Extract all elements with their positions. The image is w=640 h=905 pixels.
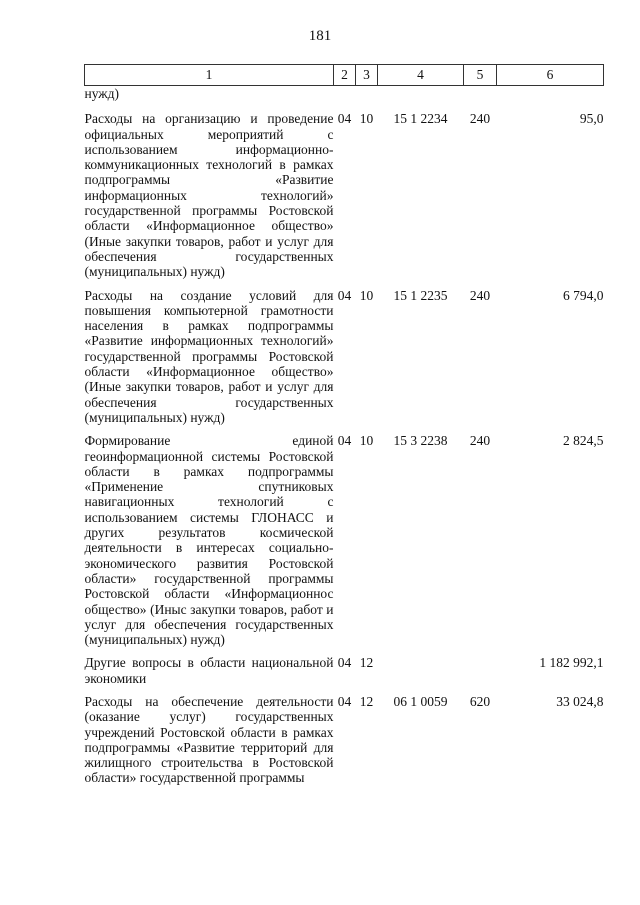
row-description: Другие вопросы в области национальной экономики [84, 655, 334, 686]
table-row [85, 433, 604, 655]
row-section [334, 86, 356, 112]
row-amount: 6 794,0 [563, 287, 604, 303]
row-subsection: 10 [359, 111, 374, 127]
row-section: 04 [337, 433, 352, 449]
table-row [85, 694, 604, 794]
header-col-6: 6 [497, 65, 604, 86]
header-col-4: 4 [378, 65, 464, 86]
row-description: Расходы на обеспечение деятельности (оказание услуг) государственных учреждений Ростовской области в рамках подпрограммы «Развитие территорий для жилищного строительства в Ростовской области» государственной программы [84, 693, 334, 786]
row-expense-type: 240 [469, 433, 491, 449]
row-expense-type [464, 86, 497, 112]
row-target-code: 15 1 2235 [393, 287, 448, 303]
header-col-2: 2 [334, 65, 356, 86]
row-section: 04 [337, 111, 352, 127]
table-row [85, 86, 604, 112]
row-subsection [356, 86, 378, 112]
table-row [85, 655, 604, 694]
row-subsection: 12 [359, 693, 374, 709]
row-target-code [378, 86, 464, 112]
header-col-3: 3 [356, 65, 378, 86]
row-section: 04 [337, 655, 352, 671]
row-amount: 2 824,5 [563, 433, 604, 449]
row-target-code: 15 1 2234 [393, 111, 448, 127]
header-col-1: 1 [85, 65, 334, 86]
row-target-code [378, 655, 464, 694]
header-row [85, 65, 604, 86]
table-row [85, 288, 604, 434]
row-description: Формирование единой геоинформационной системы Ростовской области в рамках подпрограммы «Применение спутниковых навигационных технологий с использованием системы ГЛОНАСС и других результатов космической деятельности в интересах социально-экономического развития Ростовской области» государственной программы Ростовской области «Информационнос общество» (Иныс закупки товаров, работ и услуг для обеспечения государственных (муниципальных) нужд) [84, 433, 334, 648]
row-amount [497, 86, 604, 112]
row-subsection: 10 [359, 433, 374, 449]
row-description: Расходы на организацию и проведение официальных мероприятий с использованием информационно-коммуникационных технологий в рамках подпрограммы «Развитие информационных технологий» государственной программы Ростовской области «Информационное общество» (Иные закупки товаров, работ и услуг для обеспечения государственных (муниципальных) нужд) [84, 111, 334, 280]
row-amount: 33 024,8 [556, 693, 604, 709]
row-expense-type: 240 [469, 287, 491, 303]
row-amount: 1 182 992,1 [539, 655, 604, 671]
row-description: Расходы на создание условий для повышения компьютерной грамотности населения в рамках подпрограммы «Развитие информационных технологий» государственной программы Ростовской области «Информационное общество» (Иные закупки товаров, работ и услуг для обеспечения государственных (муниципальных) нужд) [84, 287, 334, 425]
row-section: 04 [337, 693, 352, 709]
row-target-code: 15 3 2238 [393, 433, 448, 449]
row-subsection: 12 [359, 655, 374, 671]
table-row [85, 111, 604, 287]
row-amount: 95,0 [579, 111, 604, 127]
page-number: 181 [308, 28, 332, 44]
row-subsection: 10 [359, 287, 374, 303]
row-expense-type [464, 655, 497, 694]
budget-table [84, 64, 604, 794]
row-section: 04 [337, 287, 352, 303]
row-expense-type: 620 [469, 693, 491, 709]
row-target-code: 06 1 0059 [393, 693, 448, 709]
row-expense-type: 240 [469, 111, 491, 127]
row-description: нужд) [84, 86, 119, 101]
header-col-5: 5 [464, 65, 497, 86]
